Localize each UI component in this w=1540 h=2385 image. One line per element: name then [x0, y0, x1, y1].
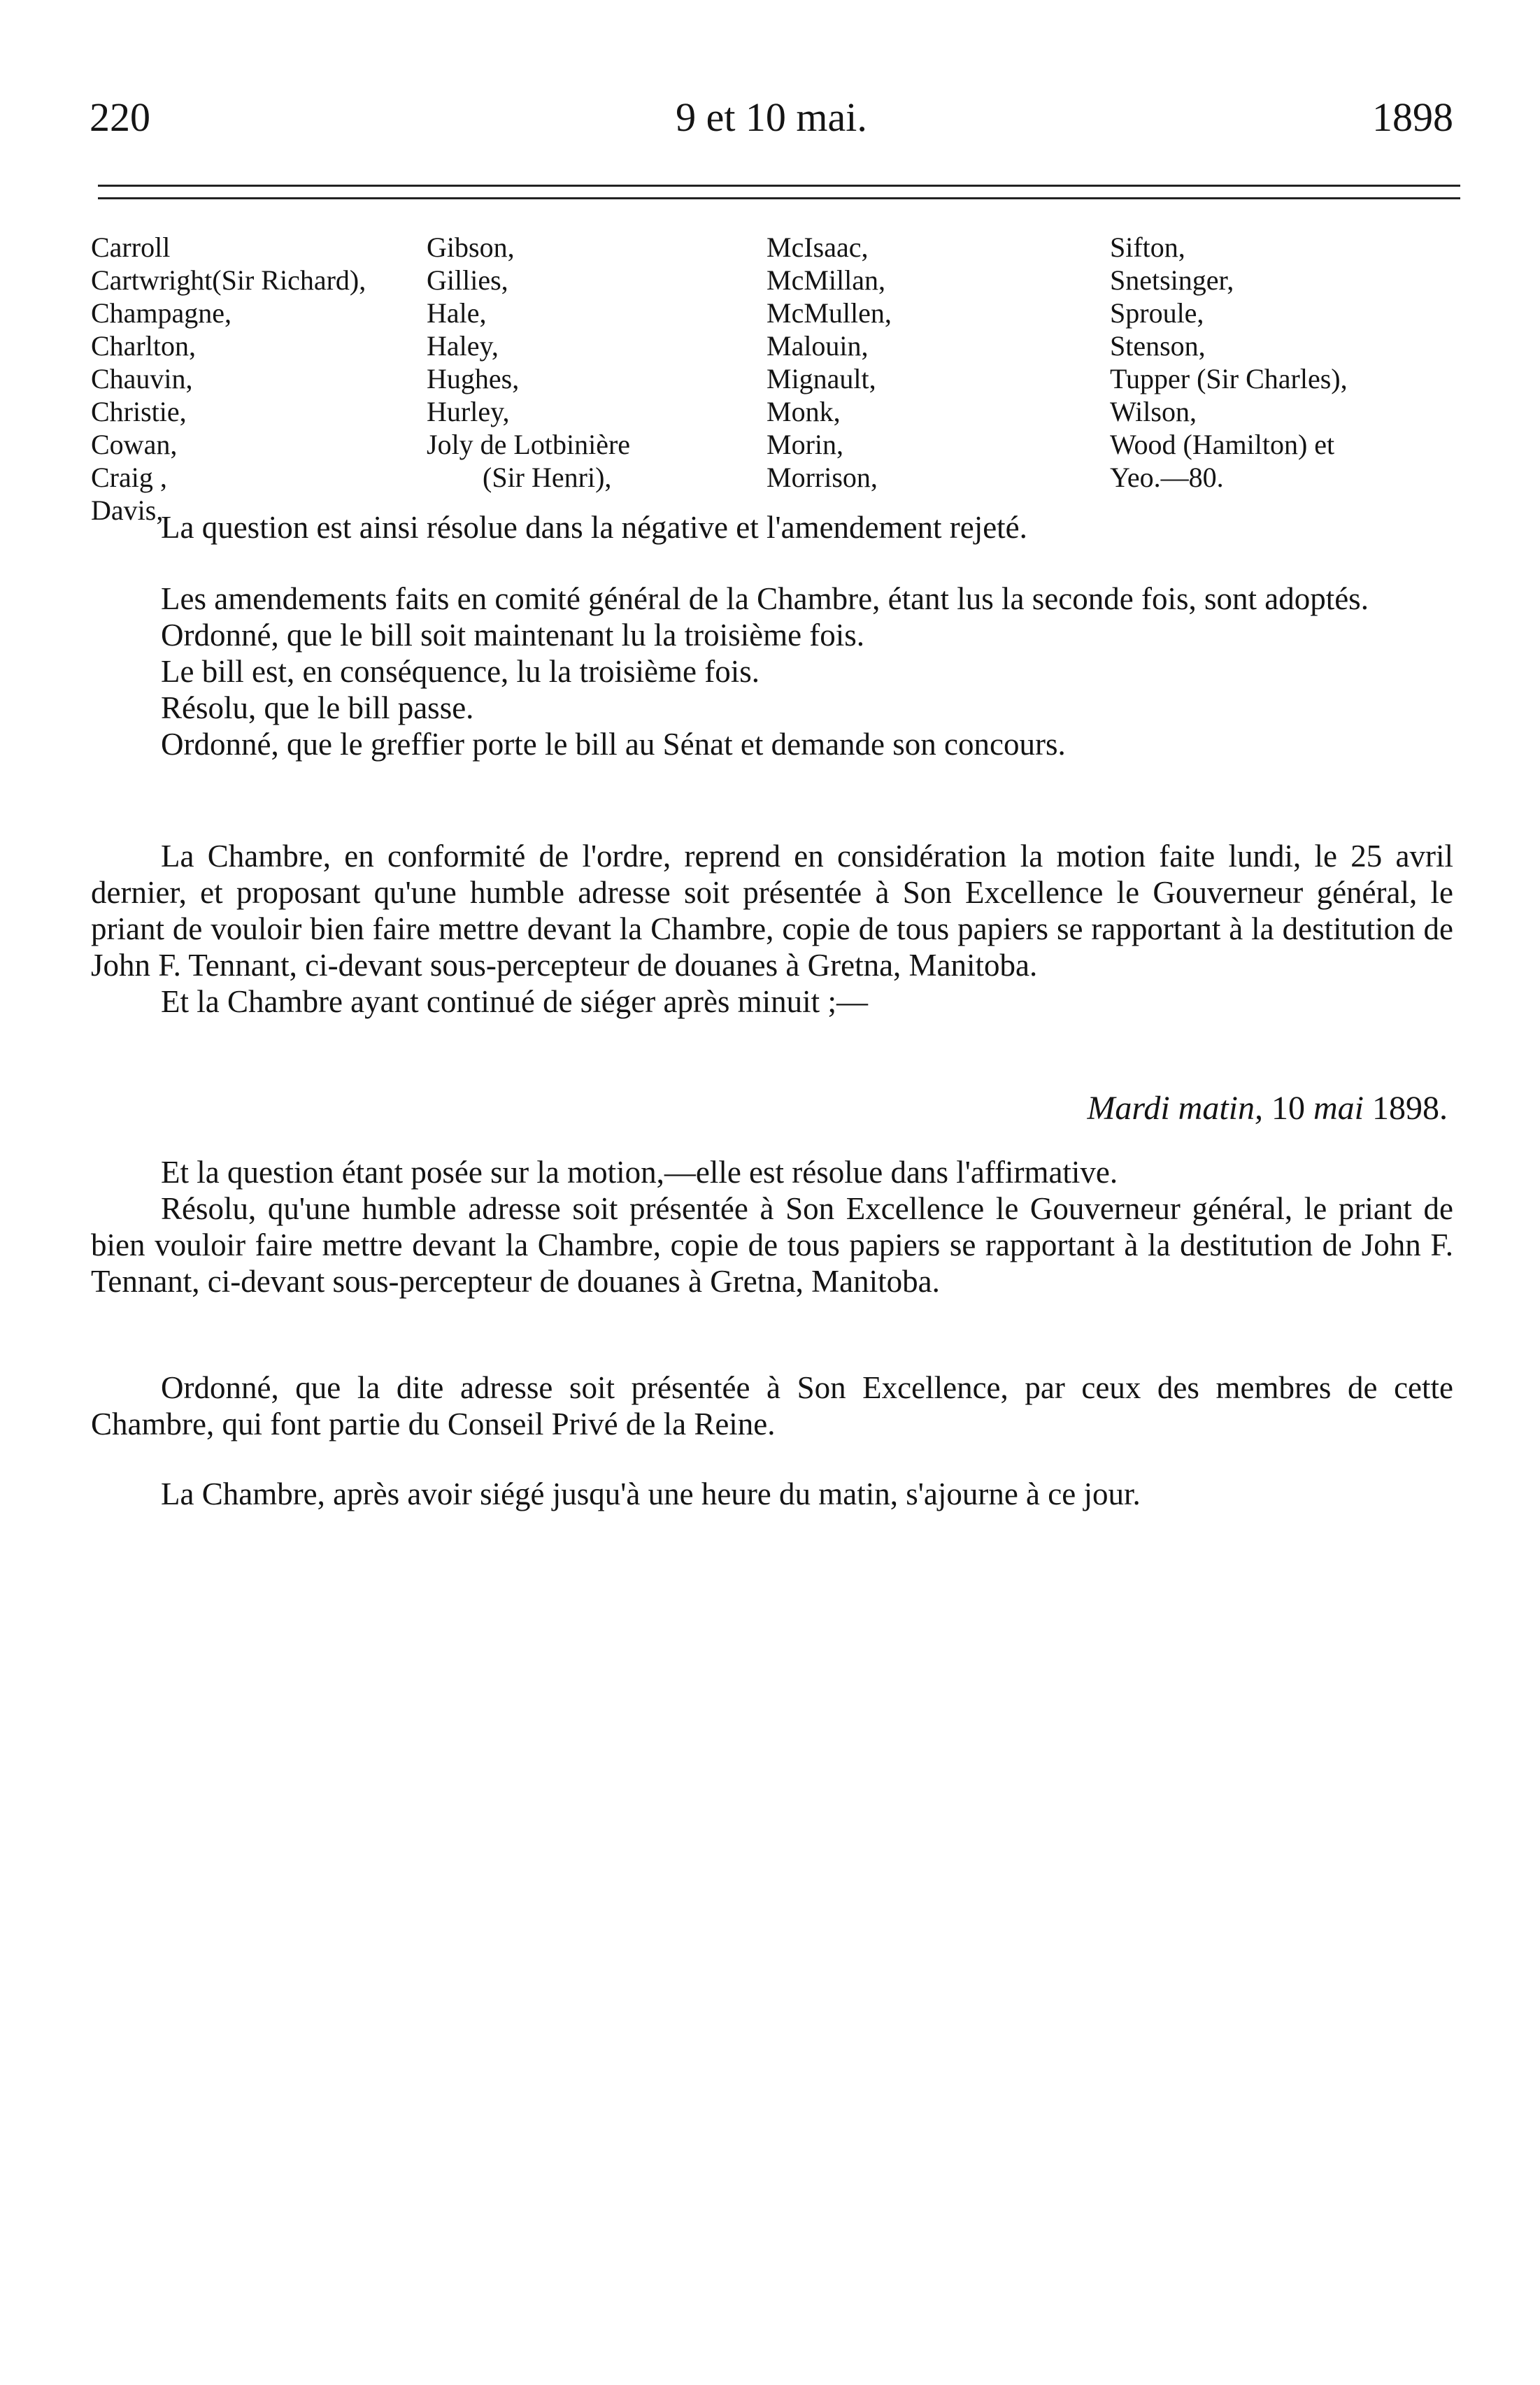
- vote-names-list: [91, 231, 1462, 526]
- paragraph: Résolu, que le bill passe.: [161, 690, 474, 725]
- name-item: Carroll: [91, 232, 171, 263]
- name-item: Gillies,: [427, 264, 508, 296]
- name-item: Champagne,: [91, 297, 232, 329]
- name-item: Cowan,: [91, 429, 178, 460]
- header-year: 1898: [1372, 94, 1453, 140]
- names-column-3: [767, 231, 892, 494]
- paragraph: Les amendements faits en comité général de la Chambre, étant lus la seconde fois, sont adoptés.: [161, 581, 1369, 616]
- paragraph: La question est ainsi résolue dans la négative et l'amendement rejeté.: [161, 510, 1027, 545]
- name-item: McMullen,: [767, 297, 892, 329]
- names-column-4: [1110, 231, 1348, 494]
- name-item: Gibson,: [427, 232, 515, 263]
- name-item: Wood (Hamilton) et: [1110, 429, 1335, 460]
- page-number: 220: [90, 94, 150, 140]
- date-month: mai: [1313, 1090, 1364, 1127]
- name-item: Monk,: [767, 396, 841, 427]
- motion-proceedings: [91, 838, 1453, 1020]
- resolution-proceedings: [91, 1154, 1453, 1300]
- name-item: Davis,: [91, 494, 164, 526]
- name-item: Sifton,: [1110, 232, 1185, 263]
- name-item: Joly de Lotbinière: [427, 429, 631, 460]
- header-date: 9 et 10 mai.: [676, 94, 867, 140]
- name-item: (Sir Henri),: [483, 462, 612, 493]
- name-item: Tupper (Sir Charles),: [1110, 363, 1348, 394]
- name-item: Yeo.—80.: [1110, 462, 1224, 493]
- names-column-1: [91, 231, 366, 527]
- paragraph: Le bill est, en conséquence, lu la troisième fois.: [161, 654, 760, 689]
- result-paragraph: [91, 509, 1453, 546]
- name-item: Morin,: [767, 429, 843, 460]
- name-item: Sproule,: [1110, 297, 1204, 329]
- name-item: McMillan,: [767, 264, 885, 296]
- name-item: Craig ,: [91, 462, 167, 493]
- date-italic: Mardi matin,: [1087, 1090, 1263, 1127]
- name-item: McIsaac,: [767, 232, 869, 263]
- name-item: Stenson,: [1110, 330, 1206, 362]
- date-day: 10: [1263, 1090, 1313, 1127]
- name-item: Cartwright(Sir Richard),: [91, 264, 366, 296]
- paragraph: La Chambre, après avoir siégé jusqu'à une heure du matin, s'ajourne à ce jour.: [161, 1476, 1141, 1511]
- name-item: Hale,: [427, 297, 487, 329]
- name-item: Snetsinger,: [1110, 264, 1234, 296]
- name-item: Wilson,: [1110, 396, 1197, 427]
- sitting-date: [1087, 1088, 1448, 1130]
- name-item: Mignault,: [767, 363, 876, 394]
- header-rule-top: [98, 185, 1460, 187]
- paragraph: Résolu, qu'une humble adresse soit présentée à Son Excellence le Gouverneur général, le priant de bien vouloir faire mettre devant la Chambre, copie de tous papiers se rapportant à la destitution de John F. Tennant, ci-devant sous-percepteur de douanes à Gretna, Manitoba.: [91, 1191, 1453, 1299]
- page-header: [90, 90, 1453, 145]
- paragraph: Ordonné, que la dite adresse soit présentée à Son Excellence, par ceux des membres de cette Chambre, qui font partie du Conseil Privé de la Reine.: [91, 1370, 1453, 1441]
- name-item: Hughes,: [427, 363, 520, 394]
- paragraph: Ordonné, que le bill soit maintenant lu la troisième fois.: [161, 618, 865, 653]
- name-item: Christie,: [91, 396, 187, 427]
- paragraph: La Chambre, en conformité de l'ordre, reprend en considération la motion faite lundi, le 25 avril dernier, et proposant qu'une humble adresse soit présentée à Son Excellence le Gouverneur général, le priant de vouloir bien faire mettre devant la Chambre, copie de tous papiers se rapportant à la destitution de John F. Tennant, ci-devant sous-percepteur de douanes à Gretna, Manitoba.: [91, 839, 1453, 983]
- adjournment-paragraph: [91, 1476, 1453, 1512]
- name-item: Malouin,: [767, 330, 869, 362]
- names-column-2: [427, 231, 630, 494]
- name-item: Charlton,: [91, 330, 196, 362]
- name-item: Haley,: [427, 330, 499, 362]
- paragraph: Ordonné, que le greffier porte le bill au Sénat et demande son concours.: [161, 727, 1066, 762]
- name-item: Chauvin,: [91, 363, 193, 394]
- paragraph: Et la Chambre ayant continué de siéger après minuit ;—: [161, 984, 868, 1019]
- bill-proceedings: [91, 581, 1453, 762]
- paragraph: Et la question étant posée sur la motion,—elle est résolue dans l'affirmative.: [161, 1155, 1118, 1190]
- date-year: 1898.: [1364, 1090, 1448, 1127]
- header-rule-bottom: [98, 197, 1460, 199]
- name-item: Morrison,: [767, 462, 878, 493]
- name-item: Hurley,: [427, 396, 510, 427]
- order-paragraph: [91, 1369, 1453, 1442]
